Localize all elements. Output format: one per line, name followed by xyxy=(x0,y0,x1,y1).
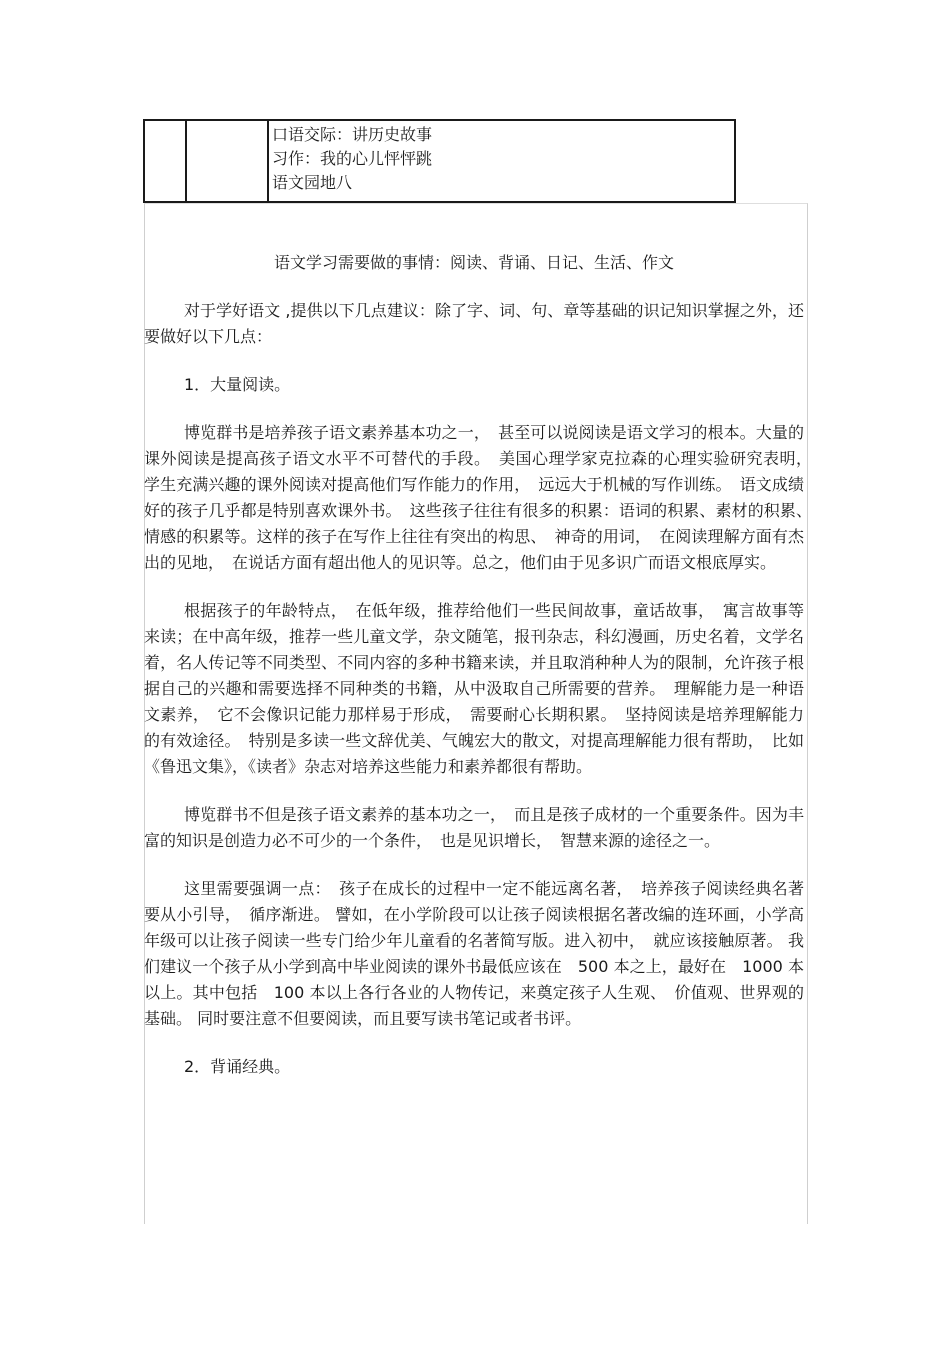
article xyxy=(144,250,821,1102)
paragraph: 根据孩子的年龄特点， 在低年级，推荐给他们一些民间故事，童话故事， 寓言故事等来读；在中高年级，推荐一些儿童文学，杂文随笔，报刊杂志，科幻漫画，历史名着，文学名着，名人传记等不同类型、不同内容的多种书籍来读，并且取消种种人为的限制，允许孩子根据自己的兴趣和需要选择不同种类的书籍，从中汲取自己所需要的营养。 理解能力是一种语文素养， 它不会像识记能力那样易于形成， 需要耐心长期积累。 坚持阅读是培养理解能力的有效途径。 特别是多读一些文辞优美、气魄宏大的散文，对提高理解能力很有帮助， 比如《鲁迅文集》，《读者》杂志对培养这些能力和素养都很有帮助。 xyxy=(144,601,804,776)
article-title: 语文学习需要做的事情：阅读、背诵、日记、生活、作文 xyxy=(273,253,674,272)
lesson-item: 习作：我的心儿怦怦跳 xyxy=(272,149,433,168)
paragraph: 博览群书不但是孩子语文素养的基本功之一， 而且是孩子成材的一个重要条件。因为丰富的知识是创造力必不可少的一个条件， 也是见识增长， 智慧来源的途径之一。 xyxy=(144,805,804,850)
intro-paragraph: 对于学好语文 ,提供以下几点建议：除了字、词、句、章等基础的识记知识掌握之外，还要做好以下几点： xyxy=(144,301,804,346)
table-row xyxy=(144,120,735,202)
paragraph: 博览群书是培养孩子语文素养基本功之一， 甚至可以说阅读是语文学习的根本。大量的课外阅读是提高孩子语文水平不可替代的手段。 美国心理学家克拉森的心理实验研究表明， 学生充满兴趣的课外阅读对提高他们写作能力的作用， 远远大于机械的写作训练。 语文成绩好的孩子几乎都是特别喜欢课外书。 这些孩子往往有很多的积累：语词的积累、素材的积累、 情感的积累等。这样的孩子在写作上往往有突出的构思、 神奇的用词， 在阅读理解方面有杰出的见地， 在说话方面有超出他人的见识等。总之，他们由于见多识广而语文根底厚实。 xyxy=(144,423,821,572)
table-cell-empty xyxy=(144,120,186,202)
table-cell-empty xyxy=(186,120,268,202)
lesson-table xyxy=(143,119,736,203)
paragraph: 这里需要强调一点： 孩子在成长的过程中一定不能远离名著， 培养孩子阅读经典名著要从小引导， 循序渐进。 譬如，在小学阶段可以让孩子阅读根据名著改编的连环画，小学高年级可以让孩子阅读一些专门给少年儿童看的名著简写版。进入初中， 就应该接触原著。 我们建议一个孩子从小学到高中毕业阅读的课外书最低应该在 500 本之上，最好在 1000 本以上。其中包括 100 本以上各行各业的人物传记，来奠定孩子人生观、 价值观、世界观的基础。 同时要注意不但要阅读，而且要写读书笔记或者书评。 xyxy=(144,879,804,1028)
section-heading: 1．大量阅读。 xyxy=(184,375,291,394)
lesson-item: 口语交际：讲历史故事 xyxy=(272,125,433,144)
table-cell-lessons xyxy=(268,120,735,202)
section-heading: 2．背诵经典。 xyxy=(184,1057,291,1076)
lesson-item: 语文园地八 xyxy=(272,173,353,192)
